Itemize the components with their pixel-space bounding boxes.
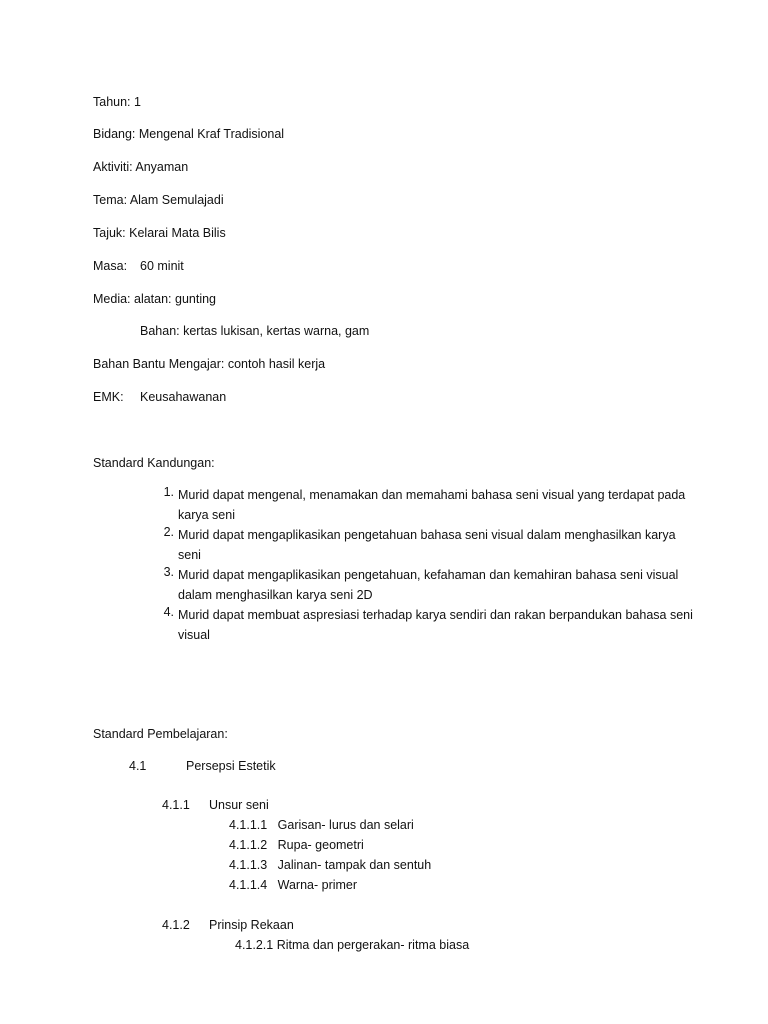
sub-item: 4.1.1.2 Rupa- geometri	[229, 838, 364, 852]
list-item-number: 2.	[163, 525, 174, 539]
subsection-title: Prinsip Rekaan	[209, 918, 294, 932]
subsection-number: 4.1.1	[162, 798, 190, 812]
section-title: Persepsi Estetik	[186, 759, 276, 773]
emk-label: EMK:	[93, 390, 124, 404]
subsection-title: Unsur seni	[209, 798, 269, 812]
section-number: 4.1	[129, 759, 147, 773]
list-item-number: 4.	[163, 605, 174, 619]
bbm-line: Bahan Bantu Mengajar: contoh hasil kerja	[93, 357, 326, 371]
list-item-text: Murid dapat mengenal, menamakan dan memahami bahasa seni visual yang terdapat pada karya seni	[178, 488, 686, 522]
emk-value: Keusahawanan	[140, 390, 227, 404]
tema-line: Tema: Alam Semulajadi	[93, 193, 224, 207]
list-item-text: Murid dapat mengaplikasikan pengetahuan bahasa seni visual dalam menghasilkan karya seni	[178, 528, 676, 562]
masa-label: Masa:	[93, 259, 128, 273]
list-item-number: 1.	[163, 485, 174, 499]
list-item	[154, 605, 714, 645]
tajuk-line: Tajuk: Kelarai Mata Bilis	[93, 226, 226, 240]
list-item-text: Murid dapat mengaplikasikan pengetahuan, kefahaman dan kemahiran bahasa seni visual dalam menghasilkan karya seni 2D	[178, 568, 679, 602]
standard-pembelajaran-heading: Standard Pembelajaran:	[93, 727, 228, 741]
bahan-line: Bahan: kertas lukisan, kertas warna, gam	[140, 324, 370, 338]
list-item	[154, 565, 714, 605]
media-line: Media: alatan: gunting	[93, 292, 217, 306]
list-item	[154, 525, 714, 565]
sub-item: 4.1.1.4 Warna- primer	[229, 878, 358, 892]
sub-item: 4.1.1.1 Garisan- lurus dan selari	[229, 818, 414, 832]
list-item-number: 3.	[163, 565, 174, 579]
standard-kandungan-list	[154, 485, 714, 645]
bidang-line: Bidang: Mengenal Kraf Tradisional	[93, 127, 285, 141]
sub-item: 4.1.2.1 Ritma dan pergerakan- ritma biasa	[235, 938, 470, 952]
list-item	[154, 485, 714, 525]
list-item-text: Murid dapat membuat aspresiasi terhadap karya sendiri dan rakan berpandukan bahasa seni visual	[178, 608, 693, 642]
masa-value: 60 minit	[140, 259, 184, 273]
tahun-line: Tahun: 1	[93, 95, 141, 109]
sub-item: 4.1.1.3 Jalinan- tampak dan sentuh	[229, 858, 432, 872]
standard-kandungan-heading: Standard Kandungan:	[93, 456, 215, 470]
subsection-number: 4.1.2	[162, 918, 190, 932]
aktiviti-line: Aktiviti: Anyaman	[93, 160, 189, 174]
